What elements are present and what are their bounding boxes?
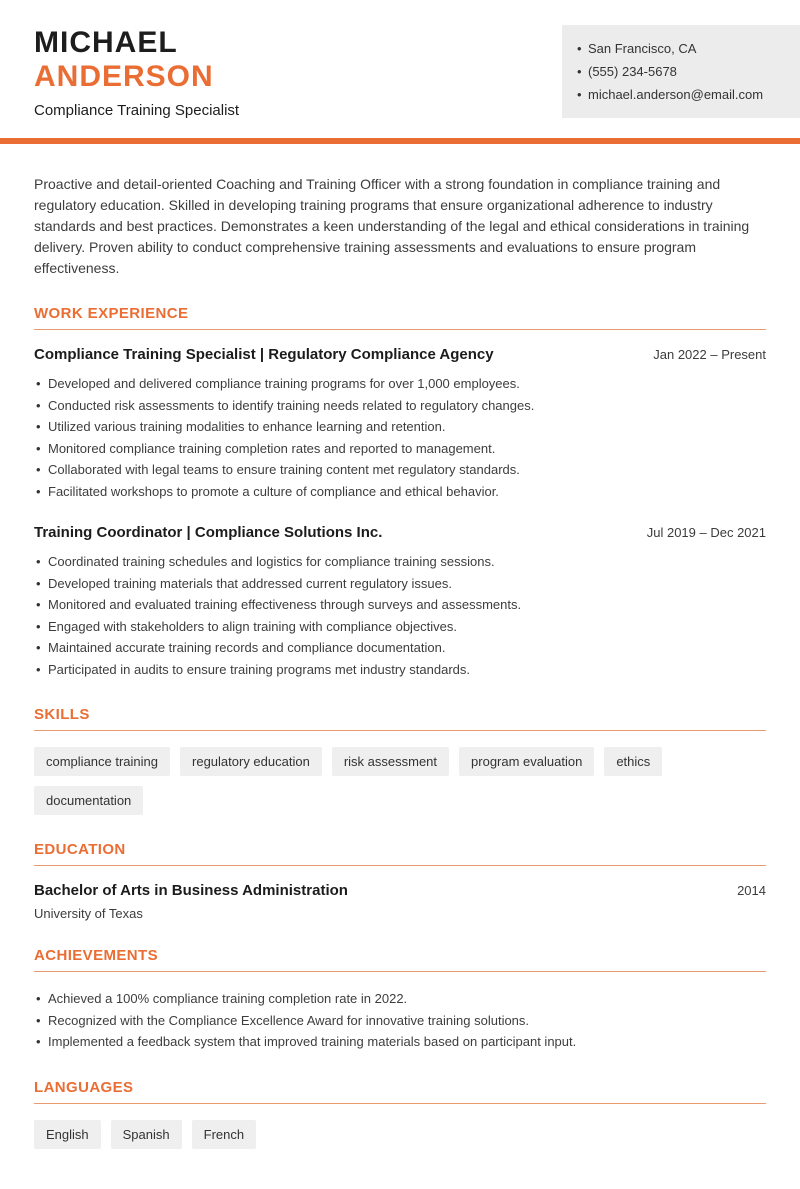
languages-heading: LANGUAGES [34, 1079, 766, 1104]
skill-tag: ethics [604, 747, 662, 776]
headline-job-title: Compliance Training Specialist [34, 102, 240, 120]
job-bullet: • Collaborated with legal teams to ensure training content met regulatory standards. [34, 459, 766, 481]
job-bullet: • Developed training materials that addressed current regulatory issues. [34, 573, 766, 595]
job-entry [34, 524, 766, 680]
resume-header [0, 0, 800, 122]
section-achievements [34, 947, 766, 1053]
skill-tag: risk assessment [332, 747, 449, 776]
job-bullet: • Utilized various training modalities to enhance learning and retention. [34, 416, 766, 438]
achievement-bullet: • Recognized with the Compliance Excellence Award for innovative training solutions. [34, 1010, 766, 1032]
job-entry [34, 346, 766, 502]
job-title: Compliance Training Specialist | Regulatory Compliance Agency [34, 346, 494, 363]
job-bullet: • Monitored and evaluated training effectiveness through surveys and assessments. [34, 594, 766, 616]
achievements-heading: ACHIEVEMENTS [34, 947, 766, 972]
job-header [34, 346, 766, 363]
contact-box [562, 25, 800, 118]
job-bullet: • Coordinated training schedules and logistics for compliance training sessions. [34, 551, 766, 573]
achievement-bullet: • Implemented a feedback system that improved training materials based on participant input. [34, 1031, 766, 1053]
section-languages [34, 1079, 766, 1149]
language-tag: English [34, 1120, 101, 1149]
job-bullet: • Conducted risk assessments to identify training needs related to regulatory changes. [34, 395, 766, 417]
section-work-experience [34, 305, 766, 680]
contact-phone: • (555) 234-5678 [576, 60, 786, 83]
resume-body [0, 144, 800, 1189]
job-dates: Jul 2019 – Dec 2021 [646, 525, 766, 540]
section-skills [34, 706, 766, 815]
job-bullet: • Maintained accurate training records and compliance documentation. [34, 637, 766, 659]
education-heading: EDUCATION [34, 841, 766, 866]
job-bullet-list [34, 373, 766, 502]
skill-tag: compliance training [34, 747, 170, 776]
summary-paragraph: Proactive and detail-oriented Coaching and Training Officer with a strong foundation in compliance training and regulatory education. Skilled in developing training programs that ensure organizational adherence to industry standards and best practices. Demonstrates a keen understanding of the legal and ethical considerations in training delivery. Proven ability to conduct comprehensive training assessments and evaluations to ensure program effectiveness. [34, 176, 750, 276]
graduation-year: 2014 [737, 883, 766, 898]
work-experience-heading: WORK EXPERIENCE [34, 305, 766, 330]
section-education [34, 841, 766, 921]
job-bullet: • Developed and delivered compliance training programs for over 1,000 employees. [34, 373, 766, 395]
skill-tag: documentation [34, 786, 143, 815]
job-bullet: • Facilitated workshops to promote a culture of compliance and ethical behavior. [34, 481, 766, 503]
skills-tag-row [34, 747, 766, 815]
contact-email: • michael.anderson@email.com [576, 83, 786, 106]
job-bullet: • Participated in audits to ensure training programs met industry standards. [34, 659, 766, 681]
job-bullet-list [34, 551, 766, 680]
skill-tag: regulatory education [180, 747, 322, 776]
education-entry [34, 882, 766, 899]
job-header [34, 524, 766, 541]
contact-list [576, 37, 786, 106]
school-name: University of Texas [34, 906, 143, 921]
degree-title: Bachelor of Arts in Business Administration [34, 882, 348, 899]
last-name: ANDERSON [34, 59, 214, 93]
first-name: MICHAEL [34, 26, 178, 59]
languages-tag-row [34, 1120, 766, 1149]
contact-location: • San Francisco, CA [576, 37, 786, 60]
skill-tag: program evaluation [459, 747, 594, 776]
job-bullet: • Engaged with stakeholders to align training with compliance objectives. [34, 616, 766, 638]
job-dates: Jan 2022 – Present [653, 347, 766, 362]
job-bullet: • Monitored compliance training completion rates and reported to management. [34, 438, 766, 460]
language-tag: Spanish [111, 1120, 182, 1149]
job-title: Training Coordinator | Compliance Solutions Inc. [34, 524, 383, 541]
achievements-list [34, 988, 766, 1053]
achievement-bullet: • Achieved a 100% compliance training completion rate in 2022. [34, 988, 766, 1010]
skills-heading: SKILLS [34, 706, 766, 731]
language-tag: French [192, 1120, 256, 1149]
